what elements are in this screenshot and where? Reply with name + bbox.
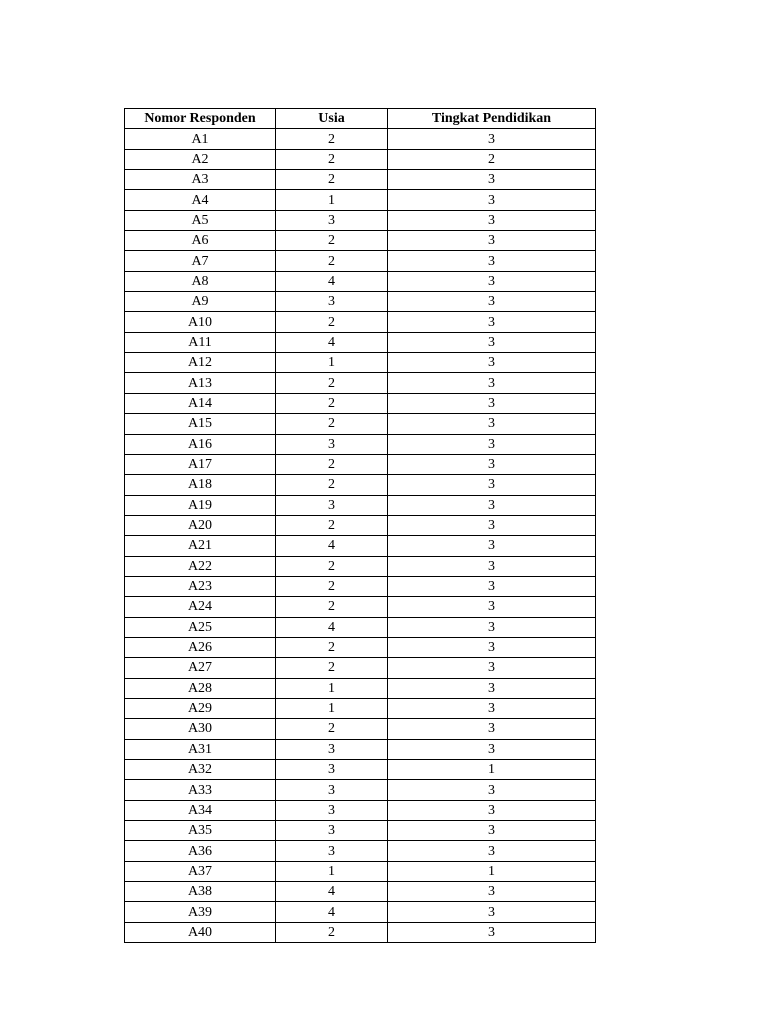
cell-usia: 4 bbox=[276, 271, 388, 291]
table-row bbox=[125, 637, 596, 657]
cell-nomor-responden: A26 bbox=[125, 637, 276, 657]
cell-tingkat-pendidikan: 3 bbox=[388, 231, 596, 251]
cell-usia: 2 bbox=[276, 231, 388, 251]
cell-nomor-responden: A13 bbox=[125, 373, 276, 393]
cell-usia: 1 bbox=[276, 353, 388, 373]
cell-usia: 2 bbox=[276, 251, 388, 271]
table-row bbox=[125, 312, 596, 332]
respondent-table bbox=[124, 108, 596, 943]
cell-usia: 2 bbox=[276, 393, 388, 413]
table-row bbox=[125, 393, 596, 413]
cell-usia: 4 bbox=[276, 902, 388, 922]
cell-tingkat-pendidikan: 3 bbox=[388, 373, 596, 393]
cell-tingkat-pendidikan: 3 bbox=[388, 576, 596, 596]
cell-tingkat-pendidikan: 3 bbox=[388, 882, 596, 902]
table-row bbox=[125, 475, 596, 495]
table-header-row bbox=[125, 109, 596, 129]
cell-usia: 3 bbox=[276, 292, 388, 312]
cell-nomor-responden: A18 bbox=[125, 475, 276, 495]
cell-nomor-responden: A25 bbox=[125, 617, 276, 637]
cell-nomor-responden: A24 bbox=[125, 597, 276, 617]
table-row bbox=[125, 902, 596, 922]
cell-tingkat-pendidikan: 3 bbox=[388, 698, 596, 718]
table-row bbox=[125, 658, 596, 678]
cell-usia: 4 bbox=[276, 617, 388, 637]
cell-nomor-responden: A16 bbox=[125, 434, 276, 454]
cell-tingkat-pendidikan: 3 bbox=[388, 800, 596, 820]
cell-usia: 4 bbox=[276, 882, 388, 902]
table-row bbox=[125, 698, 596, 718]
cell-usia: 2 bbox=[276, 149, 388, 169]
cell-tingkat-pendidikan: 3 bbox=[388, 780, 596, 800]
cell-tingkat-pendidikan: 3 bbox=[388, 454, 596, 474]
cell-nomor-responden: A8 bbox=[125, 271, 276, 291]
cell-usia: 2 bbox=[276, 515, 388, 535]
table-row bbox=[125, 882, 596, 902]
table-row bbox=[125, 495, 596, 515]
table-row bbox=[125, 414, 596, 434]
table-row bbox=[125, 515, 596, 535]
cell-usia: 3 bbox=[276, 841, 388, 861]
cell-nomor-responden: A40 bbox=[125, 922, 276, 942]
cell-nomor-responden: A34 bbox=[125, 800, 276, 820]
table-row bbox=[125, 353, 596, 373]
cell-usia: 2 bbox=[276, 556, 388, 576]
cell-tingkat-pendidikan: 3 bbox=[388, 332, 596, 352]
cell-nomor-responden: A4 bbox=[125, 190, 276, 210]
cell-nomor-responden: A29 bbox=[125, 698, 276, 718]
cell-usia: 3 bbox=[276, 821, 388, 841]
table-row bbox=[125, 800, 596, 820]
cell-nomor-responden: A39 bbox=[125, 902, 276, 922]
cell-nomor-responden: A9 bbox=[125, 292, 276, 312]
cell-tingkat-pendidikan: 3 bbox=[388, 841, 596, 861]
cell-usia: 2 bbox=[276, 414, 388, 434]
cell-nomor-responden: A23 bbox=[125, 576, 276, 596]
cell-nomor-responden: A10 bbox=[125, 312, 276, 332]
cell-tingkat-pendidikan: 3 bbox=[388, 170, 596, 190]
cell-nomor-responden: A32 bbox=[125, 760, 276, 780]
table-row bbox=[125, 292, 596, 312]
cell-tingkat-pendidikan: 3 bbox=[388, 719, 596, 739]
table-row bbox=[125, 780, 596, 800]
cell-nomor-responden: A11 bbox=[125, 332, 276, 352]
cell-usia: 2 bbox=[276, 129, 388, 149]
cell-usia: 2 bbox=[276, 170, 388, 190]
cell-nomor-responden: A19 bbox=[125, 495, 276, 515]
cell-usia: 3 bbox=[276, 210, 388, 230]
cell-tingkat-pendidikan: 3 bbox=[388, 617, 596, 637]
table-row bbox=[125, 719, 596, 739]
cell-usia: 2 bbox=[276, 637, 388, 657]
table-row bbox=[125, 536, 596, 556]
cell-tingkat-pendidikan: 3 bbox=[388, 637, 596, 657]
header-usia: Usia bbox=[276, 109, 388, 129]
table-row bbox=[125, 373, 596, 393]
table-row bbox=[125, 739, 596, 759]
cell-usia: 2 bbox=[276, 373, 388, 393]
cell-usia: 2 bbox=[276, 658, 388, 678]
table-row bbox=[125, 922, 596, 942]
cell-usia: 1 bbox=[276, 861, 388, 881]
table-row bbox=[125, 231, 596, 251]
cell-usia: 4 bbox=[276, 536, 388, 556]
cell-nomor-responden: A6 bbox=[125, 231, 276, 251]
cell-nomor-responden: A30 bbox=[125, 719, 276, 739]
cell-nomor-responden: A33 bbox=[125, 780, 276, 800]
cell-usia: 3 bbox=[276, 434, 388, 454]
cell-usia: 2 bbox=[276, 454, 388, 474]
cell-tingkat-pendidikan: 3 bbox=[388, 658, 596, 678]
cell-usia: 2 bbox=[276, 719, 388, 739]
cell-tingkat-pendidikan: 3 bbox=[388, 678, 596, 698]
cell-usia: 2 bbox=[276, 312, 388, 332]
cell-nomor-responden: A1 bbox=[125, 129, 276, 149]
header-nomor-responden: Nomor Responden bbox=[125, 109, 276, 129]
cell-usia: 3 bbox=[276, 739, 388, 759]
table-row bbox=[125, 170, 596, 190]
cell-tingkat-pendidikan: 3 bbox=[388, 536, 596, 556]
table-row bbox=[125, 210, 596, 230]
cell-tingkat-pendidikan: 3 bbox=[388, 393, 596, 413]
table-row bbox=[125, 190, 596, 210]
cell-tingkat-pendidikan: 3 bbox=[388, 129, 596, 149]
cell-tingkat-pendidikan: 3 bbox=[388, 271, 596, 291]
cell-nomor-responden: A35 bbox=[125, 821, 276, 841]
header-tingkat-pendidikan: Tingkat Pendidikan bbox=[388, 109, 596, 129]
table-row bbox=[125, 841, 596, 861]
cell-tingkat-pendidikan: 3 bbox=[388, 922, 596, 942]
cell-usia: 2 bbox=[276, 576, 388, 596]
cell-tingkat-pendidikan: 3 bbox=[388, 739, 596, 759]
cell-tingkat-pendidikan: 3 bbox=[388, 597, 596, 617]
cell-nomor-responden: A27 bbox=[125, 658, 276, 678]
cell-tingkat-pendidikan: 2 bbox=[388, 149, 596, 169]
cell-tingkat-pendidikan: 3 bbox=[388, 434, 596, 454]
cell-usia: 3 bbox=[276, 495, 388, 515]
cell-nomor-responden: A12 bbox=[125, 353, 276, 373]
cell-nomor-responden: A14 bbox=[125, 393, 276, 413]
cell-tingkat-pendidikan: 3 bbox=[388, 475, 596, 495]
cell-nomor-responden: A38 bbox=[125, 882, 276, 902]
table-row bbox=[125, 821, 596, 841]
cell-tingkat-pendidikan: 1 bbox=[388, 861, 596, 881]
cell-nomor-responden: A5 bbox=[125, 210, 276, 230]
cell-tingkat-pendidikan: 3 bbox=[388, 414, 596, 434]
cell-usia: 2 bbox=[276, 475, 388, 495]
cell-tingkat-pendidikan: 3 bbox=[388, 902, 596, 922]
cell-nomor-responden: A15 bbox=[125, 414, 276, 434]
table-row bbox=[125, 149, 596, 169]
cell-usia: 1 bbox=[276, 698, 388, 718]
cell-nomor-responden: A3 bbox=[125, 170, 276, 190]
cell-tingkat-pendidikan: 3 bbox=[388, 292, 596, 312]
cell-usia: 2 bbox=[276, 597, 388, 617]
table-row bbox=[125, 678, 596, 698]
cell-nomor-responden: A31 bbox=[125, 739, 276, 759]
cell-nomor-responden: A28 bbox=[125, 678, 276, 698]
cell-usia: 2 bbox=[276, 922, 388, 942]
cell-tingkat-pendidikan: 3 bbox=[388, 190, 596, 210]
cell-tingkat-pendidikan: 3 bbox=[388, 556, 596, 576]
table-row bbox=[125, 332, 596, 352]
cell-nomor-responden: A22 bbox=[125, 556, 276, 576]
table-row bbox=[125, 556, 596, 576]
cell-usia: 3 bbox=[276, 760, 388, 780]
cell-tingkat-pendidikan: 3 bbox=[388, 495, 596, 515]
cell-usia: 4 bbox=[276, 332, 388, 352]
cell-usia: 1 bbox=[276, 678, 388, 698]
table-row bbox=[125, 576, 596, 596]
table-body bbox=[125, 129, 596, 943]
cell-tingkat-pendidikan: 3 bbox=[388, 210, 596, 230]
cell-tingkat-pendidikan: 1 bbox=[388, 760, 596, 780]
cell-tingkat-pendidikan: 3 bbox=[388, 821, 596, 841]
cell-nomor-responden: A20 bbox=[125, 515, 276, 535]
cell-usia: 3 bbox=[276, 800, 388, 820]
cell-nomor-responden: A37 bbox=[125, 861, 276, 881]
table-row bbox=[125, 271, 596, 291]
table-row bbox=[125, 434, 596, 454]
cell-usia: 3 bbox=[276, 780, 388, 800]
cell-nomor-responden: A17 bbox=[125, 454, 276, 474]
table-row bbox=[125, 597, 596, 617]
cell-nomor-responden: A21 bbox=[125, 536, 276, 556]
cell-nomor-responden: A7 bbox=[125, 251, 276, 271]
table-row bbox=[125, 454, 596, 474]
cell-usia: 1 bbox=[276, 190, 388, 210]
table-row bbox=[125, 251, 596, 271]
table-row bbox=[125, 617, 596, 637]
cell-tingkat-pendidikan: 3 bbox=[388, 251, 596, 271]
cell-tingkat-pendidikan: 3 bbox=[388, 312, 596, 332]
cell-nomor-responden: A2 bbox=[125, 149, 276, 169]
cell-tingkat-pendidikan: 3 bbox=[388, 353, 596, 373]
table-row bbox=[125, 760, 596, 780]
cell-tingkat-pendidikan: 3 bbox=[388, 515, 596, 535]
cell-nomor-responden: A36 bbox=[125, 841, 276, 861]
table-row bbox=[125, 129, 596, 149]
table-row bbox=[125, 861, 596, 881]
